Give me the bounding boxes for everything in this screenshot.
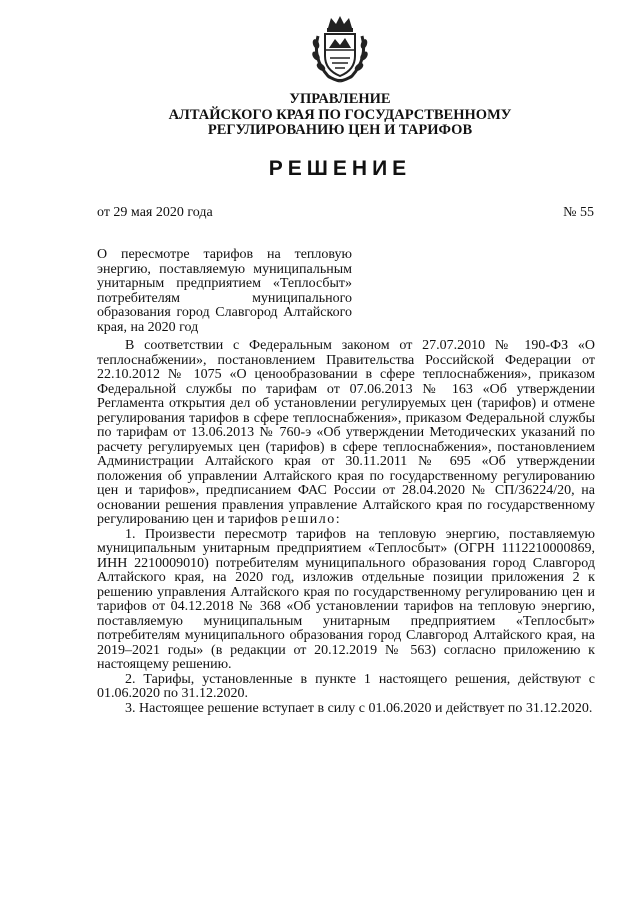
document-subject: О пересмотре тарифов на тепловую энергию, поставляемую муниципальным унитарным предприятием «Теплосбыт» потребителям муниципального образования город Славгород Алтайского края, на 2020 год xyxy=(97,247,352,335)
preamble-paragraph xyxy=(97,339,595,528)
preamble-text: В соответствии с Федеральным законом от 27.07.2010 № 190-ФЗ «О теплоснабжении», постановлением Правительства Российской Федерации от 22.10.2012 № 1075 «О ценообразовании в сфере теплоснабжения», приказом Федеральной службы по тарифам от 07.06.2013 № 163 «Об утверждении Регламента открытия дел об установлении регулируемых цен (тарифов) и отмене регулирования тарифов в сфере теплоснабжения», приказом Федеральной службы по тарифам от 13.06.2013 № 760-э «Об утверждении Методических указаний по расчету регулируемых цен (тарифов) в сфере теплоснабжения», постановлением Администрации Алтайского края от 30.11.2011 № 695 «Об утверждении положения об управлении Алтайского края по государственному регулированию цен и тарифов», предписанием ФАС России от 28.04.2020 № СП/36224/20, на основании решения правления управление Алтайского края по государственному регулированию цен и тарифов xyxy=(97,338,595,527)
authority-line: РЕГУЛИРОВАНИЮ ЦЕН И ТАРИФОВ xyxy=(207,122,473,138)
altai-krai-coat-of-arms-icon xyxy=(308,14,372,84)
decision-item-2: 2. Тарифы, установленные в пункте 1 настоящего решения, действуют с 01.06.2020 по 31.12.2020. xyxy=(97,671,595,701)
document-body xyxy=(97,339,595,716)
issuing-authority xyxy=(90,92,590,139)
authority-line: УПРАВЛЕНИЕ xyxy=(289,91,391,107)
document-type-title: РЕШЕНИЕ xyxy=(268,157,412,180)
document-date: от 29 мая 2020 года xyxy=(97,205,213,220)
decision-word: решило: xyxy=(281,512,342,527)
document-meta xyxy=(97,205,594,221)
decision-item-3: 3. Настоящее решение вступает в силу с 01.06.2020 и действует по 31.12.2020. xyxy=(125,700,593,716)
authority-line: АЛТАЙСКОГО КРАЯ ПО ГОСУДАРСТВЕННОМУ xyxy=(168,106,512,123)
document-number: № 55 xyxy=(563,205,594,220)
decision-item-1: 1. Произвести пересмотр тарифов на тепловую энергию, поставляемую муниципальным унитарным предприятием «Теплосбыт» (ОГРН 1112210000869, ИНН 2210009010) потребителям муниципального образования город Славгород Алтайского края, на 2020 год, изложив отдельные позиции приложения 2 к решению управления Алтайского края по государственному регулированию цен и тарифов от 04.12.2018 № 368 «Об установлении тарифов на тепловую энергию, поставляемую муниципальным унитарным предприятием «Теплосбыт» потребителям муниципального образования город Славгород Алтайского края, на 2019–2021 годы» (в редакции от 20.12.2019 № 563) согласно приложению к настоящему решению. xyxy=(97,526,595,672)
